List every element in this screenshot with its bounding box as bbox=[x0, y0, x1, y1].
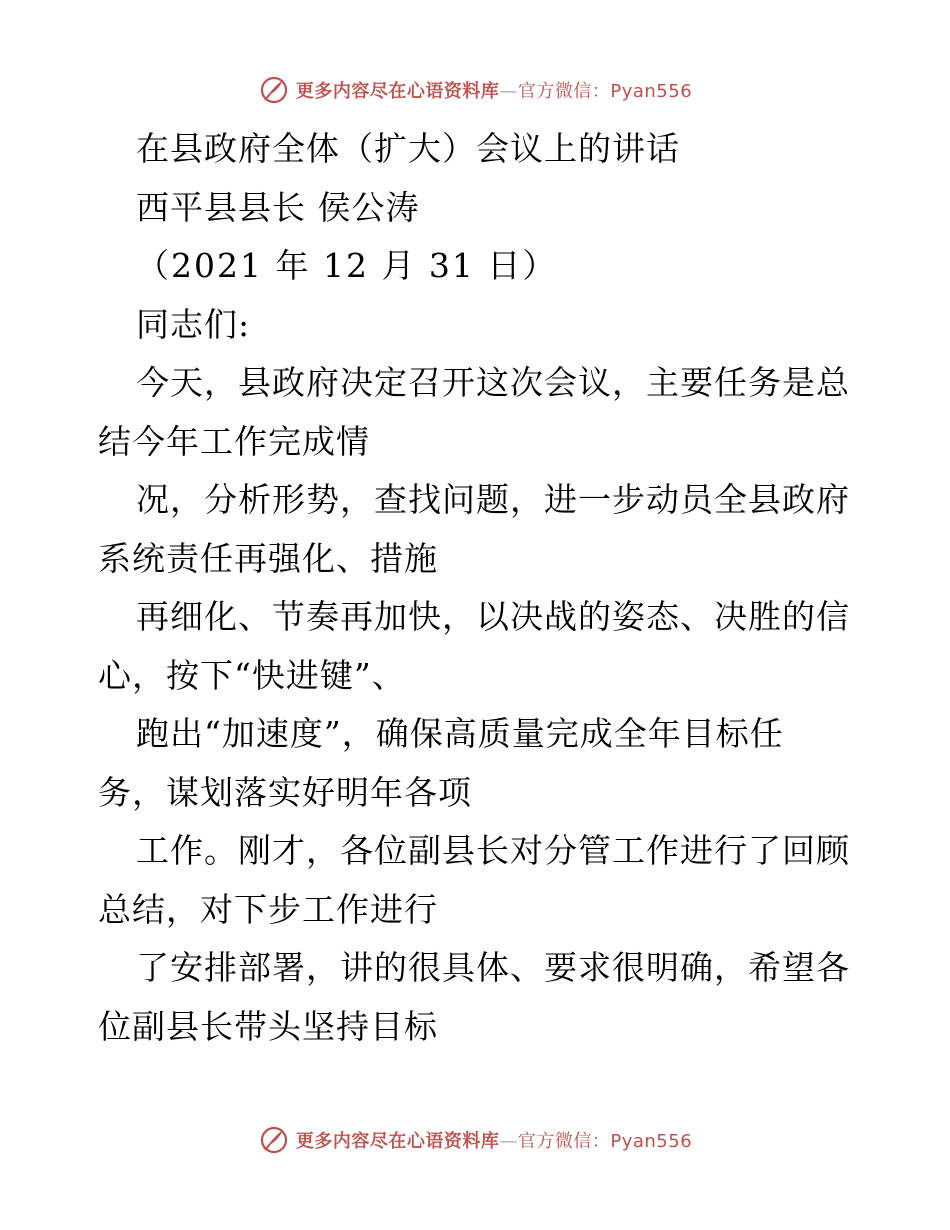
salutation: 同志们: bbox=[136, 304, 251, 344]
paragraph-line: 再细化、节奏再加快，以决战的姿态、决胜的信 bbox=[136, 597, 850, 636]
paragraph-line: 总结，对下步工作进行 bbox=[98, 889, 438, 929]
watermark-separator: ： bbox=[591, 81, 611, 102]
document-body bbox=[98, 120, 858, 1056]
watermark-text bbox=[296, 77, 692, 103]
watermark-official-label: 官方微信 bbox=[517, 1131, 592, 1152]
watermark-official-label: 官方微信 bbox=[517, 81, 592, 102]
paragraph-line: 系统责任再强化、措施 bbox=[98, 538, 438, 578]
watermark-dash: — bbox=[499, 81, 518, 102]
watermark-text bbox=[296, 1127, 692, 1153]
paragraph-line: 况，分析形势，查找问题，进一步动员全县政府 bbox=[136, 480, 850, 519]
paragraph-line: 今天，县政府决定召开这次会议，主要任务是总 bbox=[136, 363, 850, 402]
paragraph-line: 了安排部署，讲的很具体、要求很明确，希望各 bbox=[136, 948, 850, 987]
watermark-banner-bottom bbox=[0, 1120, 950, 1160]
paragraph-line: 工作。刚才，各位副县长对分管工作进行了回顾 bbox=[136, 831, 850, 870]
date-line: （2021 年 12 月 31 日） bbox=[136, 246, 558, 285]
watermark-site-name: 更多内容尽在心语资料库 bbox=[295, 1131, 500, 1152]
paragraph-line: 结今年工作完成情 bbox=[98, 421, 370, 461]
paragraph-line: 心，按下“快进键”、 bbox=[98, 655, 406, 695]
watermark-separator: ： bbox=[591, 1131, 611, 1152]
quill-logo-icon bbox=[258, 74, 290, 106]
watermark-account: Pyan556 bbox=[610, 1131, 693, 1152]
speech-title: 在县政府全体（扩大）会议上的讲话 bbox=[136, 129, 680, 168]
quill-logo-icon bbox=[258, 1124, 290, 1156]
paragraph-line: 跑出“加速度”，确保高质量完成全年目标任 bbox=[136, 714, 784, 753]
watermark-account: Pyan556 bbox=[610, 81, 693, 102]
paragraph-line: 位副县长带头坚持目标 bbox=[98, 1006, 438, 1046]
watermark-banner-top bbox=[0, 70, 950, 110]
paragraph-line: 务，谋划落实好明年各项 bbox=[98, 772, 472, 812]
speaker-line: 西平县县长 侯公涛 bbox=[136, 187, 420, 227]
watermark-site-name: 更多内容尽在心语资料库 bbox=[295, 81, 500, 102]
watermark-dash: — bbox=[499, 1131, 518, 1152]
